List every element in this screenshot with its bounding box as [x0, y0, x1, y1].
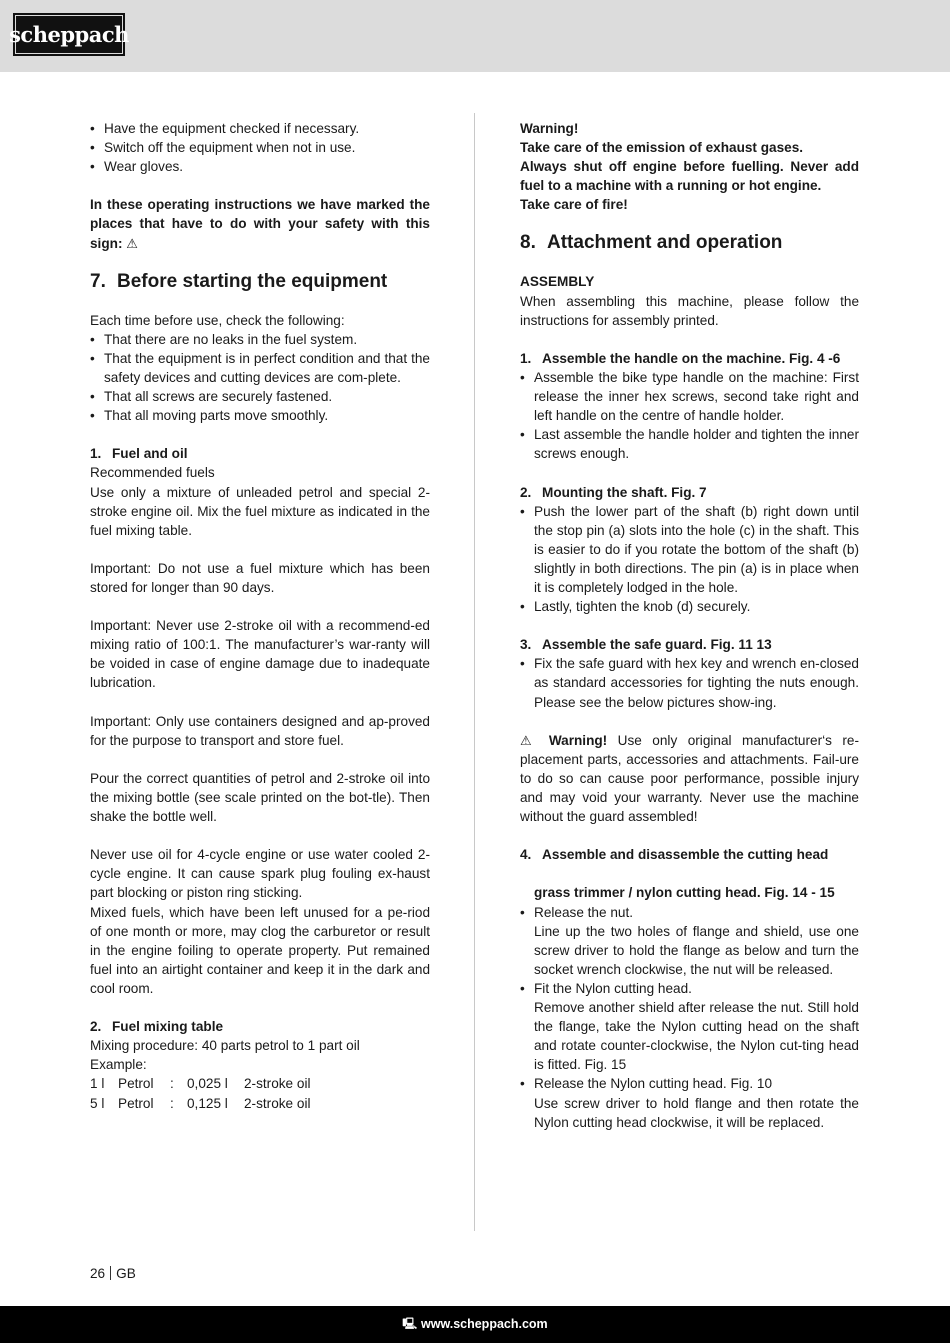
warning-line: Take care of the emission of exhaust gases.	[520, 140, 804, 156]
warning-line: Always shut off engine before fuelling. Never add fuel to a machine with a running or hot engine.	[520, 159, 859, 194]
check-intro: Each time before use, check the following:	[90, 312, 345, 328]
website-link[interactable]: www.scheppach.com	[421, 1316, 548, 1331]
step-4-list	[520, 903, 859, 1132]
list-item: • That all moving parts move smoothly.	[90, 406, 430, 425]
paragraph: Important: Do not use a fuel mixture which has been stored for longer than 90 days.	[90, 560, 430, 595]
recommended-fuels: Recommended fuels	[90, 465, 215, 481]
paragraph: Important: Never use 2-stroke oil with a recommend-ed mixing ratio of 100:1. The manufacturer’s war-ranty will be voided in case of engine damage due to inadequate lubrication.	[90, 618, 430, 691]
list-item: • Lastly, tighten the knob (d) securely.	[520, 597, 859, 616]
step-heading-4: 4. Assemble and disassemble the cutting head	[520, 847, 829, 863]
list-item: • That the equipment is in perfect condition and that the safety devices and cutting devices are com-plete.	[90, 349, 430, 387]
mixing-table-row: 1 l Petrol : 0,025 l 2-stroke oil	[90, 1076, 311, 1092]
list-item: • Assemble the bike type handle on the machine: First release the inner hex screws, second take right and left handle on the centre of handle holder.	[520, 368, 859, 425]
paragraph: Important: Only use containers designed and ap-proved for the purpose to transport and store fuel.	[90, 713, 430, 748]
list-item: • Last assemble the handle holder and tighten the inner screws enough.	[520, 425, 859, 463]
page-number: 26 GB	[90, 1266, 136, 1281]
list-item: • Have the equipment checked if necessary.	[90, 119, 430, 138]
warning-icon: ⚠	[520, 732, 539, 748]
paragraph: Never use oil for 4-cycle engine or use water cooled 2-cycle engine. It can cause spark plug fouling ex-haust part blocking or piston ring sticking.	[90, 847, 430, 901]
assembly-intro: When assembling this machine, please follow the instructions for assembly printed.	[520, 293, 859, 328]
safety-note: In these operating instructions we have marked the places that have to do with your safety with this sign: ⚠	[90, 197, 430, 251]
warning-heading: Warning!	[520, 121, 579, 136]
section-heading-7: 7. Before starting the equipment	[90, 270, 388, 292]
mixing-procedure: Mixing procedure: 40 parts petrol to 1 part oil	[90, 1038, 360, 1054]
list-item: • That there are no leaks in the fuel system.	[90, 330, 430, 349]
step-heading-3: 3. Assemble the safe guard. Fig. 11 13	[520, 637, 772, 653]
list-item: • Release the Nylon cutting head. Fig. 10 Use screw driver to hold flange and then rotate the Nylon cutting head clockwise, it will be replaced.	[520, 1074, 859, 1131]
list-item: • Push the lower part of the shaft (b) right down until the stop pin (a) slots into the hole (c) in the shaft. This is easier to do if you rotate the bottom of the shaft (b) slightly in both directions. The pin (a) is in place when it is completely lodged in the hole.	[520, 502, 859, 597]
intro-bullet-list	[90, 119, 430, 176]
list-item: • Wear gloves.	[90, 157, 430, 176]
column-divider	[474, 113, 475, 1231]
paragraph: Pour the correct quantities of petrol and 2-stroke oil into the mixing bottle (see scale printed on the bot-tle). Then shake the bottle well.	[90, 770, 430, 825]
list-item: • Release the nut. Line up the two holes of flange and shield, use one screw driver to hold the flange as below and turn the socket wrench clockwise, the nut will be released.	[520, 903, 859, 979]
warning-line: Take care of fire!	[520, 197, 628, 213]
step-4-subtitle: grass trimmer / nylon cutting head. Fig. 14 - 15	[534, 885, 835, 901]
subsection-heading-fuel: 1. Fuel and oil	[90, 446, 188, 462]
step-2-list	[520, 502, 859, 617]
paragraph: Mixed fuels, which have been left unused for a pe-riod of one month or more, may clog the carburetor or result in the engine foiling to operate property. Put remained fuel into an airtight container and keep it in the dark and cool room.	[90, 904, 430, 996]
header-bar	[0, 0, 950, 72]
step-heading-2: 2. Mounting the shaft. Fig. 7	[520, 484, 707, 500]
step-3-list	[520, 654, 859, 711]
check-bullet-list	[90, 330, 430, 425]
list-item: • That all screws are securely fastened.	[90, 387, 430, 406]
step-1-list	[520, 368, 859, 463]
list-item: • Fit the Nylon cutting head. Remove another shield after release the nut. Still hold the flange, take the Nylon cutting head on the shaft and rotate counter-clockwise, the Nylon cut-ting head is fitted. Fig. 15	[520, 979, 859, 1074]
section-heading-8: 8. Attachment and operation	[520, 232, 783, 254]
computer-icon: 🖳	[402, 1317, 418, 1330]
mixing-table-row: 5 l Petrol : 0,125 l 2-stroke oil	[90, 1095, 311, 1111]
assembly-heading: ASSEMBLY	[520, 274, 595, 290]
footer-bar	[0, 1306, 950, 1343]
left-column	[90, 119, 430, 1113]
list-item: • Fix the safe guard with hex key and wrench en-closed as standard accessories for tighting the nuts enough. Please see the below pictures show-ing.	[520, 654, 859, 711]
brand-logo: scheppach	[13, 13, 125, 56]
mixing-example-label: Example:	[90, 1057, 147, 1073]
warning-icon: ⚠	[126, 235, 138, 251]
list-item: • Switch off the equipment when not in use.	[90, 138, 430, 157]
right-column	[520, 119, 859, 1132]
subsection-heading-mixing: 2. Fuel mixing table	[90, 1019, 224, 1035]
step-heading-1: 1. Assemble the handle on the machine. Fig. 4 -6	[520, 350, 841, 366]
paragraph: Use only a mixture of unleaded petrol and special 2-stroke engine oil. Mix the fuel mixture as indicated in the fuel mixing table.	[90, 484, 430, 538]
warning-paragraph: ⚠ Warning! Use only original manufacturer‘s re-placement parts, accessories and attachments. Fail-ure to do so can cause poor performance, possible injury and may void your warranty. Never use the machine without the guard assembled!	[520, 732, 859, 825]
